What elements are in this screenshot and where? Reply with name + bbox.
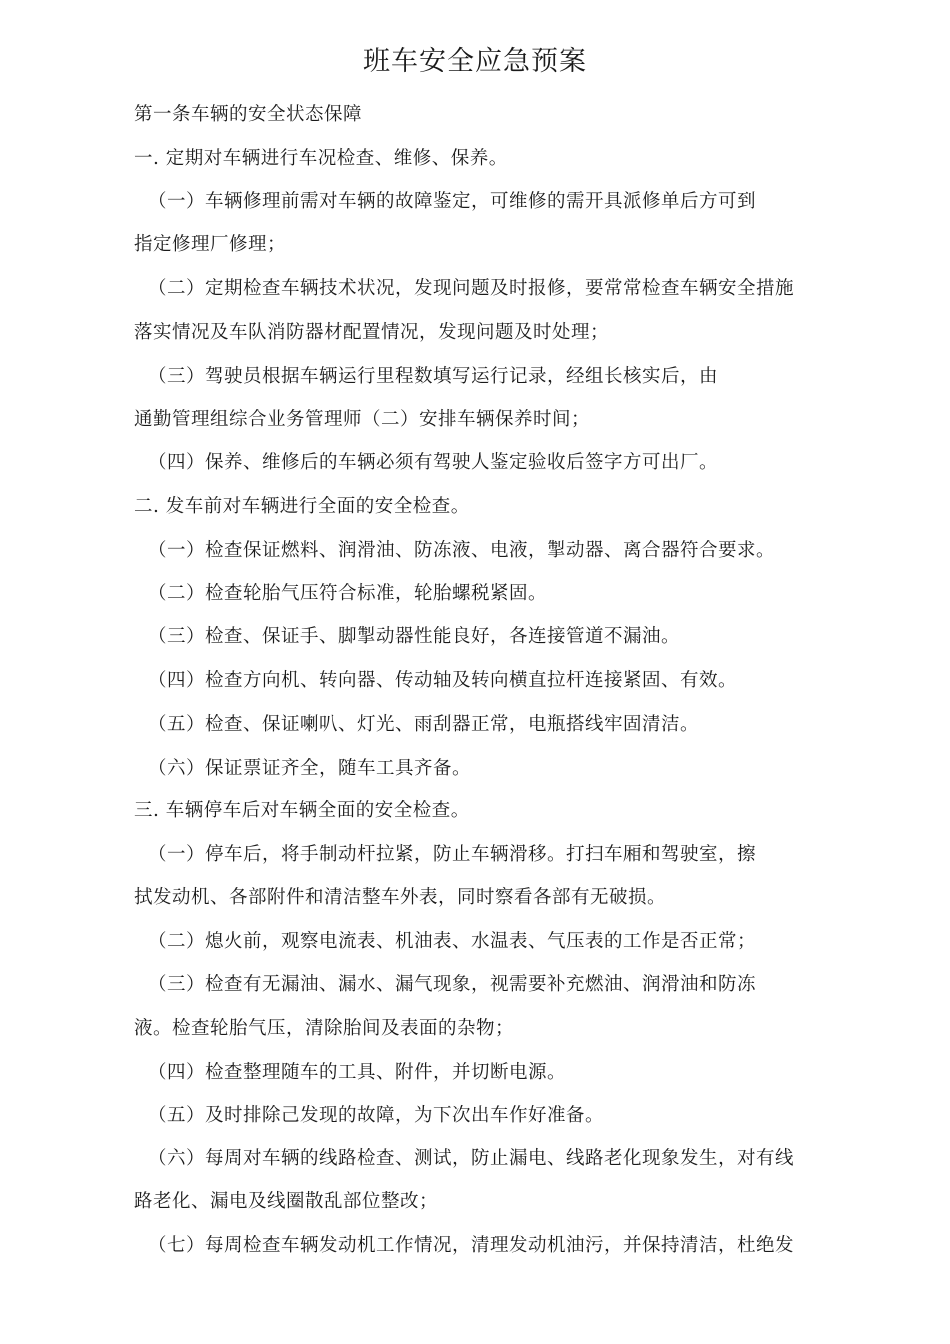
paragraph-line: （一）检查保证燃料、润滑油、防冻液、电液，掣动器、离合器符合要求。 — [148, 540, 776, 561]
paragraph-line: （七）每周检查车辆发动机工作情况，清理发动机油污，并保持清洁，杜绝发 — [148, 1235, 795, 1256]
document-title: 班车安全应急预案 — [363, 46, 587, 77]
paragraph-line: （三）检查有无漏油、漏水、漏气现象，视需要补充燃油、润滑油和防冻 — [148, 974, 757, 995]
paragraph-line: （一）停车后，将手制动杆拉紧，防止车辆滑移。打扫车厢和驾驶室，擦 — [148, 844, 757, 865]
item-heading: 二. 发车前对车辆进行全面的安全检查。 — [134, 496, 470, 517]
item-heading: 三. 车辆停车后对车辆全面的安全检查。 — [134, 800, 470, 821]
paragraph-line: （三）驾驶员根据车辆运行里程数填写运行记录，经组长核实后，由 — [148, 366, 719, 387]
paragraph-line: （五）及时排除己发现的故障，为下次出车作好准备。 — [148, 1105, 605, 1126]
paragraph-line: （六）每周对车辆的线路检查、测试，防止漏电、线路老化现象发生，对有线 — [148, 1148, 795, 1169]
paragraph-line: （二）检查轮胎气压符合标准，轮胎螺税紧固。 — [148, 583, 548, 604]
paragraph-line: （二）定期检查车辆技术状况，发现问题及时报修，要常常检查车辆安全措施 — [148, 278, 795, 299]
paragraph-line: （五）检查、保证喇叭、灯光、雨刮器正常，电瓶搭线牢固清洁。 — [148, 714, 700, 735]
paragraph-line: （四）检查方向机、转向器、传动轴及转向横直拉杆连接紧固、有效。 — [148, 670, 738, 691]
paragraph-line: 拭发动机、各部附件和清洁整车外表，同时察看各部有无破损。 — [134, 887, 667, 908]
paragraph-line: 路老化、漏电及线圈散乱部位整改； — [134, 1191, 439, 1212]
paragraph-line: 落实情况及车队消防器材配置情况，发现问题及时处理； — [134, 322, 610, 343]
paragraph-line: （一）车辆修理前需对车辆的故障鉴定，可维修的需开具派修单后方可到 — [148, 191, 757, 212]
paragraph-line: （三）检查、保证手、脚掣动器性能良好，各连接管道不漏油。 — [148, 626, 681, 647]
paragraph-line: （四）保养、维修后的车辆必须有驾驶人鉴定验收后签字方可出厂。 — [148, 452, 719, 473]
section-heading: 第一条车辆的安全状态保障 — [134, 104, 363, 125]
paragraph-line: 指定修理厂修理； — [134, 234, 287, 255]
paragraph-line: （四）检查整理随车的工具、附件，并切断电源。 — [148, 1062, 567, 1083]
paragraph-line: （六）保证票证齐全，随车工具齐备。 — [148, 758, 472, 779]
paragraph-line: （二）熄火前，观察电流表、机油表、水温表、气压表的工作是否正常； — [148, 931, 757, 952]
paragraph-line: 通勤管理组综合业务管理师（二）安排车辆保养时间； — [134, 409, 591, 430]
item-heading: 一. 定期对车辆进行车况检查、维修、保养。 — [134, 148, 508, 169]
paragraph-line: 液。检查轮胎气压，清除胎间及表面的杂物； — [134, 1018, 515, 1039]
